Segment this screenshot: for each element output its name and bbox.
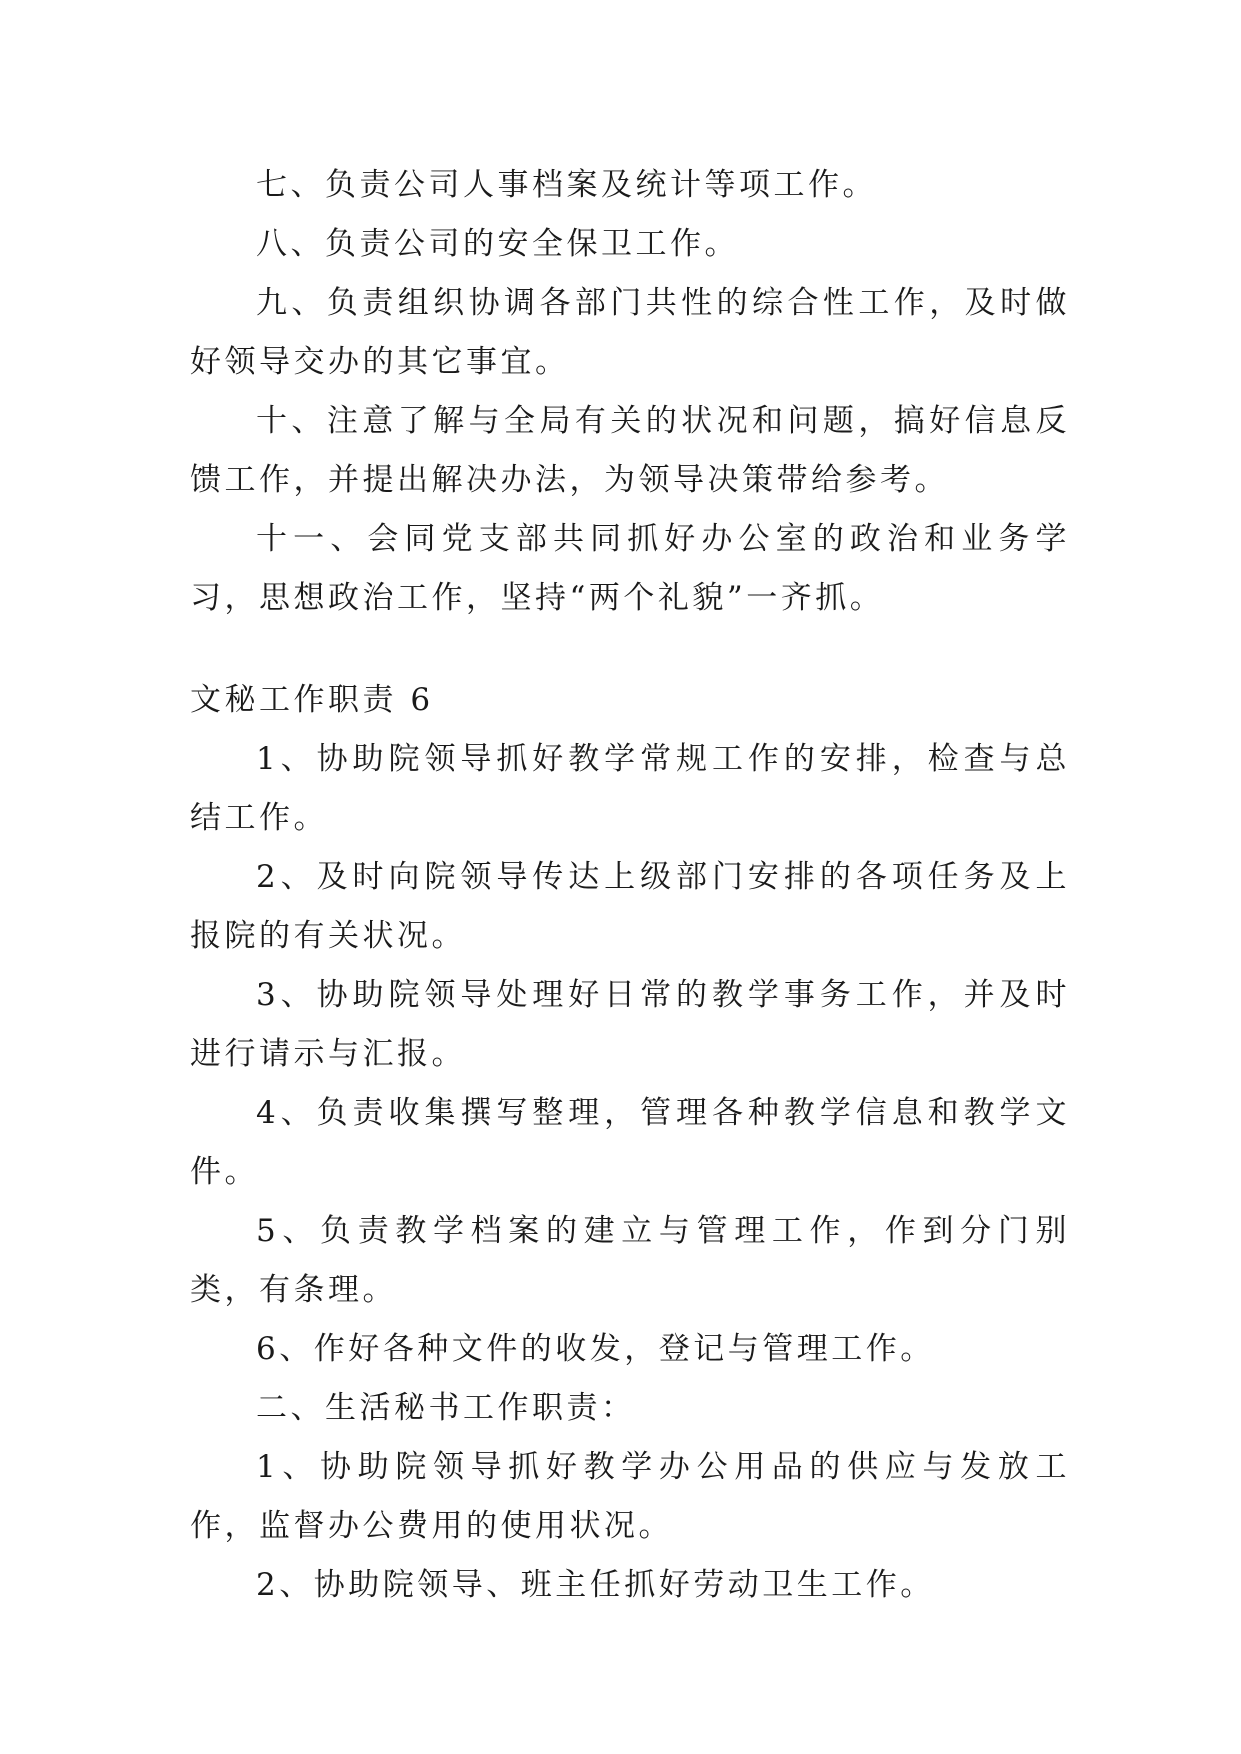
document-body <box>190 156 1070 1615</box>
duty-item-3: 3、协助院领导处理好日常的教学事务工作，并及时进行请示与汇报。 <box>190 977 1070 1072</box>
life-duty-item-1: 1、协助院领导抓好教学办公用品的供应与发放工作，监督办公费用的使用状况。 <box>190 1449 1070 1544</box>
duty-item-1: 1、协助院领导抓好教学常规工作的安排，检查与总结工作。 <box>190 741 1070 836</box>
duty-item-2: 2、及时向院领导传达上级部门安排的各项任务及上报院的有关状况。 <box>190 859 1070 954</box>
life-duty-item-2: 2、协助院领导、班主任抓好劳动卫生工作。 <box>256 1567 935 1603</box>
paragraph-item-8: 八、负责公司的安全保卫工作。 <box>256 226 739 262</box>
duty-item-4: 4、负责收集撰写整理，管理各种教学信息和教学文件。 <box>190 1095 1070 1190</box>
paragraph-item-11: 十一、会同党支部共同抓好办公室的政治和业务学习，思想政治工作，坚持“两个礼貌”一齐抓。 <box>190 521 1070 616</box>
subsection-title: 二、生活秘书工作职责： <box>256 1390 636 1426</box>
section-title: 文秘工作职责 6 <box>190 682 434 718</box>
duty-item-6: 6、作好各种文件的收发，登记与管理工作。 <box>256 1331 935 1367</box>
paragraph-item-9: 九、负责组织协调各部门共性的综合性工作，及时做好领导交办的其它事宜。 <box>190 285 1070 380</box>
paragraph-item-7: 七、负责公司人事档案及统计等项工作。 <box>256 167 877 203</box>
duty-item-5: 5、负责教学档案的建立与管理工作，作到分门别类，有条理。 <box>190 1213 1070 1308</box>
paragraph-item-10: 十、注意了解与全局有关的状况和问题，搞好信息反馈工作，并提出解决办法，为领导决策带给参考。 <box>190 403 1070 498</box>
